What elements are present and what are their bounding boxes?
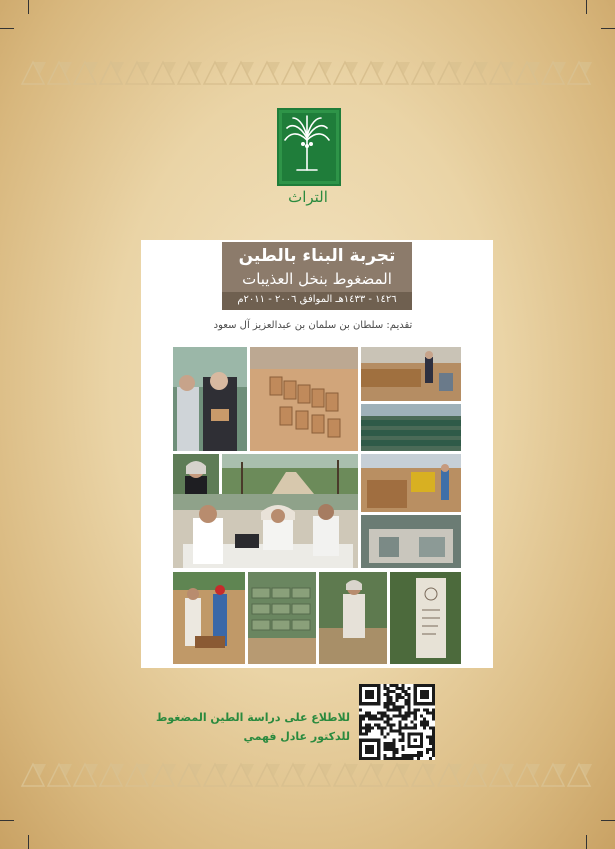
crop-mark (0, 28, 14, 29)
publisher-logo (277, 108, 341, 186)
crop-mark (586, 835, 587, 849)
publisher-name: التراث (288, 188, 328, 206)
photo-workers-machine-yard (361, 454, 461, 512)
study-link-line1: للاطلاع على دراسة الطين المضغوط (155, 711, 350, 724)
crop-mark (0, 820, 14, 821)
cover-dates: ١٤٢٦ - ١٤٣٣هـ الموافق ٢٠٠٦ - ٢٠١١م (237, 294, 397, 305)
study-link-line2: للدكتور عادل فهمي (243, 730, 350, 743)
photo-worker-laying-bricks (319, 572, 387, 664)
qr-code-icon[interactable] (359, 684, 435, 760)
dates-band (222, 292, 412, 310)
cover-title: تجربة البناء بالطين (238, 246, 396, 266)
crop-mark (28, 835, 29, 849)
cover-presenter: تقديم: سلطان بن سلمان بن عبدالعزيز آل سعود (213, 320, 413, 331)
crop-mark (586, 0, 587, 14)
photo-brick-rows-covered (361, 404, 461, 451)
photo-men-inspecting-brick (173, 347, 247, 451)
photo-meeting-at-laptop (173, 494, 358, 568)
book-cover (141, 240, 493, 668)
photo-brick-wall-rows (248, 572, 316, 664)
crop-mark (601, 820, 615, 821)
photo-stacked-mud-bricks (250, 347, 358, 451)
photo-inscribed-stone-plaque (390, 572, 461, 664)
photo-palm-garden-path (222, 454, 358, 494)
crop-mark (601, 28, 615, 29)
study-link-text (150, 708, 350, 746)
palm-tree-icon (279, 110, 335, 180)
photo-site-under-construction (361, 515, 461, 568)
photo-workers-with-block (173, 572, 245, 664)
triangle-border-icon (18, 56, 598, 90)
cover-subtitle: المضغوط بنخل العذيبات (242, 270, 392, 288)
triangle-border-icon (18, 758, 598, 792)
photo-bricks-on-pallets (361, 347, 461, 401)
crop-mark (28, 0, 29, 14)
